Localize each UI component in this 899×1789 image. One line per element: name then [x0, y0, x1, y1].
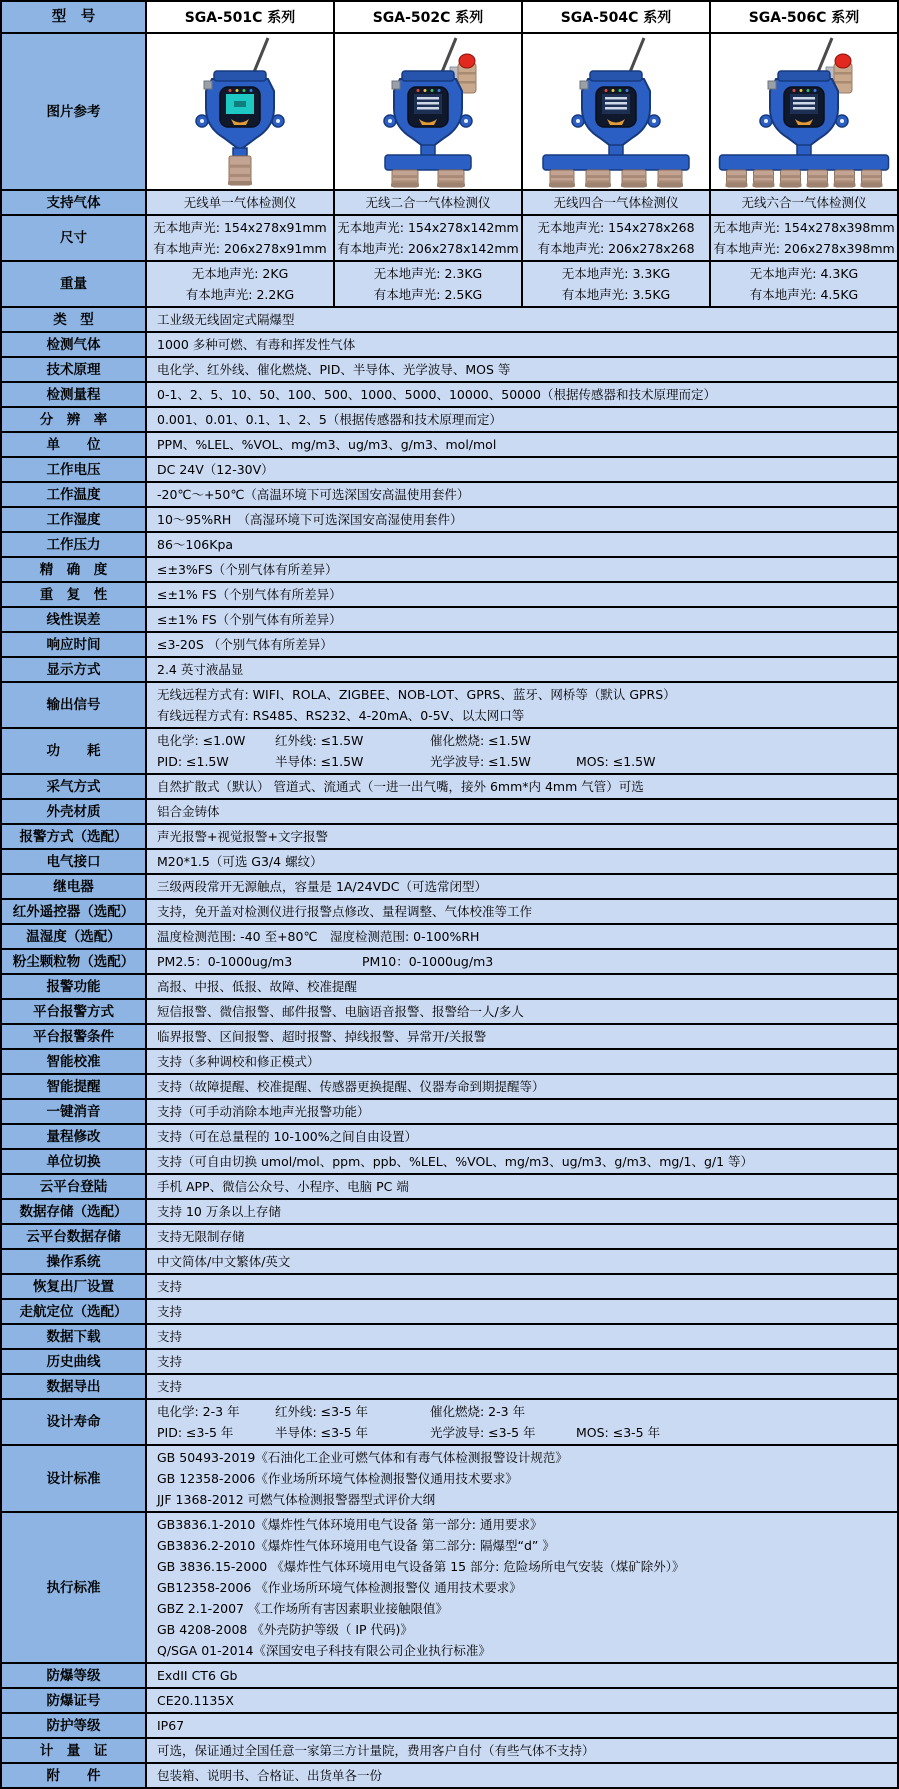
spec-value-cell: [147, 1714, 897, 1737]
row-label-image: 图片参考: [2, 34, 147, 189]
spec-value-cell: [147, 1664, 897, 1687]
spec-value-segment: 红外线: ≤3-5 年: [275, 1404, 369, 1419]
spec-value-line: 支持: [157, 1304, 183, 1319]
spec-value-line: 0.001、0.01、0.1、1、2、5（根据传感器和技术原理而定）: [157, 412, 502, 427]
spec-value-line: 无本地声光: 154x278x268: [537, 220, 695, 235]
spec-value-line: 10～95%RH （高湿环境下可选深国安高湿使用套件）: [157, 512, 463, 527]
spec-value-segment: 电化学: 2-3 年: [157, 1404, 240, 1419]
spec-value-segment: PM10：0-1000ug/m3: [362, 954, 494, 969]
spec-value-cell: [147, 950, 897, 973]
spec-value-line: [157, 751, 893, 772]
row-label: 平台报警方式: [2, 1000, 147, 1023]
row-label: 重 复 性: [2, 583, 147, 606]
model-header-2: SGA-504C 系列: [523, 2, 711, 32]
spec-row: [2, 1150, 897, 1175]
row-label: 计 量 证: [2, 1739, 147, 1762]
spec-value-cell: [147, 1764, 897, 1787]
spec-value-cell: [147, 1275, 897, 1298]
spec-value-cell: [711, 262, 897, 306]
spec-value-segment: 半导体: ≤3-5 年: [275, 1425, 369, 1440]
row-label: 数据导出: [2, 1375, 147, 1398]
row-label: 恢复出厂设置: [2, 1275, 147, 1298]
spec-row: [2, 533, 897, 558]
spec-value-line: 工业级无线固定式隔爆型: [157, 312, 295, 327]
spec-value-line: 有本地声光: 4.5KG: [749, 287, 859, 302]
spec-row: [2, 408, 897, 433]
spec-value-line: 无线远程方式有: WIFI、ROLA、ZIGBEE、NOB-LOT、GPRS、蓝牙、网桥等（默认 GPRS）: [157, 687, 676, 702]
spec-row: [2, 925, 897, 950]
spec-value-cell: [147, 1400, 897, 1444]
spec-value-cell: [147, 408, 897, 431]
spec-value-cell: [147, 658, 897, 681]
spec-value-segment: 催化燃烧: ≤1.5W: [430, 733, 531, 748]
row-label: 数据下载: [2, 1325, 147, 1348]
spec-row: [2, 383, 897, 408]
spec-value-segment: 光学波导: ≤3-5 年: [430, 1425, 536, 1440]
spec-value-line: ExdII CT6 Gb: [157, 1668, 238, 1683]
spec-value-line: CE20.1135X: [157, 1693, 234, 1708]
row-label: 精 确 度: [2, 558, 147, 581]
spec-value-cell: [147, 1225, 897, 1248]
spec-value-line: 温度检测范围: -40 至+80℃ 湿度检测范围: 0-100%RH: [157, 929, 480, 944]
row-label: 工作温度: [2, 483, 147, 506]
spec-row: [2, 1513, 897, 1664]
spec-row: [2, 433, 897, 458]
spec-value-line: ≤±1% FS（个别气体有所差异）: [157, 587, 342, 602]
row-label: 操作系统: [2, 1250, 147, 1273]
spec-value-cell: [147, 729, 897, 773]
row-label: 附 件: [2, 1764, 147, 1787]
spec-value-cell: [147, 800, 897, 823]
spec-row: [2, 1125, 897, 1150]
spec-value-line: 手机 APP、微信公众号、小程序、电脑 PC 端: [157, 1179, 409, 1194]
spec-value-cell: [147, 1446, 897, 1511]
spec-row: [2, 358, 897, 383]
spec-value-segment: 光学波导: ≤1.5W: [430, 754, 531, 769]
spec-value-segment: MOS: ≤3-5 年: [576, 1425, 661, 1440]
spec-value-cell: [147, 1350, 897, 1373]
spec-value-cell: [147, 608, 897, 631]
spec-value-cell: [711, 216, 897, 260]
spec-value-cell: [147, 1375, 897, 1398]
row-label: 云平台登陆: [2, 1175, 147, 1198]
spec-value-line: 1000 多种可燃、有毒和挥发性气体: [157, 337, 356, 352]
row-label: 设计标准: [2, 1446, 147, 1511]
spec-value-cell: [147, 358, 897, 381]
spec-value-line: ≤±3%FS（个别气体有所差异）: [157, 562, 338, 577]
spec-value-line: 支持: [157, 1379, 183, 1394]
row-label: 响应时间: [2, 633, 147, 656]
spec-value-cell: [147, 1175, 897, 1198]
spec-value-line: 有本地声光: 206x278x91mm: [153, 241, 327, 256]
spec-value-line: 有线远程方式有: RS485、RS232、4-20mA、0-5V、以太网口等: [157, 708, 525, 723]
spec-row: [2, 950, 897, 975]
spec-row: [2, 1446, 897, 1513]
spec-value-cell: [147, 900, 897, 923]
spec-row: [2, 775, 897, 800]
spec-value-cell: [147, 1125, 897, 1148]
product-image-sga-502c: [335, 34, 523, 189]
spec-row: [2, 483, 897, 508]
spec-value-segment: PID: ≤1.5W: [157, 754, 229, 769]
spec-value-line: GB 4208-2008 《外壳防护等级（ IP 代码)》: [157, 1622, 413, 1637]
row-label: 防爆等级: [2, 1664, 147, 1687]
model-header-0: SGA-501C 系列: [147, 2, 335, 32]
spec-row: [2, 729, 897, 775]
spec-value-line: [157, 1401, 893, 1422]
spec-value-cell: [335, 262, 523, 306]
spec-row: [2, 1714, 897, 1739]
image-reference-row: [2, 34, 897, 191]
spec-row: [2, 1325, 897, 1350]
spec-row: [2, 191, 897, 216]
spec-value-segment: 红外线: ≤1.5W: [275, 733, 364, 748]
spec-row: [2, 975, 897, 1000]
spec-value-cell: [335, 191, 523, 214]
spec-row: [2, 1250, 897, 1275]
row-label: 云平台数据存储: [2, 1225, 147, 1248]
spec-value-line: 中文简体/中文繁体/英文: [157, 1254, 291, 1269]
row-label: 工作压力: [2, 533, 147, 556]
spec-value-cell: [523, 216, 711, 260]
spec-value-line: 包装箱、说明书、合格证、出货单各一份: [157, 1768, 383, 1783]
spec-value-line: 无本地声光: 3.3KG: [561, 266, 671, 281]
spec-value-cell: [147, 633, 897, 656]
spec-value-cell: [147, 433, 897, 456]
spec-value-cell: [147, 458, 897, 481]
spec-value-cell: [147, 1000, 897, 1023]
spec-value-line: GB 3836.15-2000 《爆炸性气体环境用电气设备第 15 部分: 危险场所电气安装（煤矿除外）》: [157, 1559, 685, 1574]
spec-row: [2, 1275, 897, 1300]
spec-row: [2, 658, 897, 683]
spec-value-cell: [147, 483, 897, 506]
spec-value-line: GBZ 2.1-2007 《工作场所有害因素职业接触限值》: [157, 1601, 448, 1616]
spec-value-cell: [147, 383, 897, 406]
spec-value-line: 支持无限制存储: [157, 1229, 245, 1244]
spec-row: [2, 900, 897, 925]
spec-value-cell: [147, 191, 335, 214]
spec-row: [2, 800, 897, 825]
spec-value-cell: [147, 262, 335, 306]
row-label: 报警功能: [2, 975, 147, 998]
spec-value-line: 有本地声光: 206x278x142mm: [337, 241, 519, 256]
spec-row: [2, 1764, 897, 1787]
spec-value-line: 无本地声光: 154x278x142mm: [337, 220, 519, 235]
spec-value-line: 自然扩散式（默认） 管道式、流通式（一进一出气嘴，接外 6mm*内 4mm 气管）可选: [157, 779, 644, 794]
spec-value-cell: [147, 1150, 897, 1173]
row-label: 报警方式（选配）: [2, 825, 147, 848]
spec-row: [2, 583, 897, 608]
spec-value-cell: [147, 533, 897, 556]
row-label: 工作电压: [2, 458, 147, 481]
spec-value-line: 无本地声光: 2KG: [191, 266, 289, 281]
spec-value-line: -20℃～+50℃（高温环境下可选深国安高温使用套件）: [157, 487, 470, 502]
spec-value-line: 支持，免开盖对检测仪进行报警点修改、量程调整、气体校准等工作: [157, 904, 533, 919]
spec-value-line: 支持（可在总量程的 10-100%之间自由设置）: [157, 1129, 418, 1144]
spec-value-cell: [147, 825, 897, 848]
spec-value-line: 无本地声光: 2.3KG: [373, 266, 483, 281]
spec-row: [2, 1175, 897, 1200]
spec-row: [2, 875, 897, 900]
spec-value-line: JJF 1368-2012 可燃气体检测报警器型式评价大纲: [157, 1492, 436, 1507]
spec-value-line: 86～106Kpa: [157, 537, 234, 552]
spec-value-line: ≤3-20S （个别气体有所差异）: [157, 637, 333, 652]
spec-value-line: 支持（可手动消除本地声光报警功能）: [157, 1104, 370, 1119]
row-label: 单位切换: [2, 1150, 147, 1173]
spec-value-segment: MOS: ≤1.5W: [576, 754, 656, 769]
spec-value-line: 无线单一气体检测仪: [183, 195, 297, 210]
row-label: 工作湿度: [2, 508, 147, 531]
spec-value-cell: [147, 1025, 897, 1048]
spec-row: [2, 1050, 897, 1075]
spec-value-line: 有本地声光: 3.5KG: [561, 287, 671, 302]
spec-value-line: 无本地声光: 154x278x398mm: [713, 220, 895, 235]
spec-row: [2, 333, 897, 358]
spec-value-segment: 电化学: ≤1.0W: [157, 733, 246, 748]
row-label: 显示方式: [2, 658, 147, 681]
spec-value-line: 支持（故障提醒、校准提醒、传感器更换提醒、仪器寿命到期提醒等）: [157, 1079, 545, 1094]
spec-value-line: GB3836.2-2010《爆炸性气体环境用电气设备 第二部分: 隔爆型“d” 》: [157, 1538, 555, 1553]
spec-value-cell: [335, 216, 523, 260]
model-header-3: SGA-506C 系列: [711, 2, 897, 32]
product-image-sga-506c: [711, 34, 897, 189]
spec-row: [2, 825, 897, 850]
spec-value-segment: 催化燃烧: 2-3 年: [430, 1404, 526, 1419]
row-label: 检测气体: [2, 333, 147, 356]
spec-value-line: 支持: [157, 1329, 183, 1344]
spec-row: [2, 1075, 897, 1100]
spec-value-line: 铝合金铸体: [157, 804, 220, 819]
spec-value-line: 有本地声光: 2.2KG: [185, 287, 295, 302]
row-label: 粉尘颗粒物（选配）: [2, 950, 147, 973]
spec-value-cell: [147, 583, 897, 606]
spec-value-cell: [147, 850, 897, 873]
spec-value-line: [157, 730, 893, 751]
spec-value-line: GB12358-2006 《作业场所环境气体检测报警仪 通用技术要求》: [157, 1580, 522, 1595]
row-label: 尺寸: [2, 216, 147, 260]
row-label: 一键消音: [2, 1100, 147, 1123]
spec-value-segment: PM2.5：0-1000ug/m3: [157, 954, 293, 969]
row-label: 检测量程: [2, 383, 147, 406]
spec-value-segment: 半导体: ≤1.5W: [275, 754, 364, 769]
spec-row: [2, 850, 897, 875]
spec-value-line: 支持: [157, 1279, 183, 1294]
spec-value-line: 支持: [157, 1354, 183, 1369]
spec-value-line: 2.4 英寸液晶显: [157, 662, 244, 677]
product-image-sga-501c: [147, 34, 335, 189]
spec-value-line: 无本地声光: 154x278x91mm: [153, 220, 327, 235]
spec-row: [2, 1664, 897, 1689]
spec-value-cell: [147, 683, 897, 727]
row-label: 类 型: [2, 308, 147, 331]
spec-value-line: 无线六合一气体检测仪: [741, 195, 867, 210]
spec-value-cell: [711, 191, 897, 214]
spec-row: [2, 1739, 897, 1764]
row-label: 单 位: [2, 433, 147, 456]
spec-value-line: 声光报警+视觉报警+文字报警: [157, 829, 328, 844]
spec-value-line: GB 50493-2019《石油化工企业可燃气体和有毒气体检测报警设计规范》: [157, 1450, 568, 1465]
row-label: 走航定位（选配）: [2, 1300, 147, 1323]
spec-value-line: 电化学、红外线、催化燃烧、PID、半导体、光学波导、MOS 等: [157, 362, 511, 377]
spec-value-cell: [147, 333, 897, 356]
spec-value-cell: [147, 1739, 897, 1762]
row-label: 线性误差: [2, 608, 147, 631]
spec-value-line: IP67: [157, 1718, 185, 1733]
spec-value-line: PPM、%LEL、%VOL、mg/m3、ug/m3、g/m3、mol/mol: [157, 437, 497, 452]
spec-value-cell: [147, 1689, 897, 1712]
spec-row: [2, 1400, 897, 1446]
spec-value-segment: PID: ≤3-5 年: [157, 1425, 234, 1440]
spec-value-cell: [147, 1300, 897, 1323]
spec-value-line: GB3836.1-2010《爆炸性气体环境用电气设备 第一部分: 通用要求》: [157, 1517, 543, 1532]
row-label: 外壳材质: [2, 800, 147, 823]
spec-value-line: DC 24V（12-30V）: [157, 462, 274, 477]
row-label: 执行标准: [2, 1513, 147, 1662]
spec-row: [2, 1375, 897, 1400]
spec-row: [2, 683, 897, 729]
spec-value-cell: [147, 558, 897, 581]
spec-value-cell: [147, 1200, 897, 1223]
row-label: 智能提醒: [2, 1075, 147, 1098]
row-label: 分 辨 率: [2, 408, 147, 431]
row-label: 技术原理: [2, 358, 147, 381]
spec-value-cell: [523, 262, 711, 306]
row-label: 采气方式: [2, 775, 147, 798]
row-label: 量程修改: [2, 1125, 147, 1148]
spec-row: [2, 633, 897, 658]
spec-row: [2, 508, 897, 533]
spec-value-cell: [147, 308, 897, 331]
spec-value-line: 无线四合一气体检测仪: [553, 195, 679, 210]
spec-value-line: 有本地声光: 206x278x268: [537, 241, 695, 256]
spec-value-line: 0-1、2、5、10、50、100、500、1000、5000、10000、50000（根据传感器和技术原理而定）: [157, 387, 717, 402]
spec-value-cell: [147, 1325, 897, 1348]
spec-row: [2, 558, 897, 583]
spec-row: [2, 1300, 897, 1325]
spec-value-cell: [147, 925, 897, 948]
spec-row: [2, 1000, 897, 1025]
spec-row: [2, 1100, 897, 1125]
spec-value-line: [157, 1422, 893, 1443]
spec-value-cell: [147, 1250, 897, 1273]
row-label: 功 耗: [2, 729, 147, 773]
spec-value-cell: [147, 1050, 897, 1073]
row-label-model: 型 号: [2, 2, 147, 32]
spec-value-cell: [147, 1075, 897, 1098]
spec-value-cell: [147, 875, 897, 898]
row-label: 电气接口: [2, 850, 147, 873]
spec-value-line: 三级两段常开无源触点，容量是 1A/24VDC（可选常闭型）: [157, 879, 487, 894]
spec-value-line: [157, 951, 893, 972]
spec-value-cell: [147, 508, 897, 531]
row-label: 平台报警条件: [2, 1025, 147, 1048]
spec-value-line: 有本地声光: 2.5KG: [373, 287, 483, 302]
spec-value-cell: [147, 1513, 897, 1662]
spec-value-line: 有本地声光: 206x278x398mm: [713, 241, 895, 256]
spec-value-line: 支持（多种调校和修正模式）: [157, 1054, 320, 1069]
spec-row: [2, 608, 897, 633]
spec-value-line: M20*1.5（可选 G3/4 螺纹）: [157, 854, 323, 869]
row-label: 红外遥控器（选配）: [2, 900, 147, 923]
spec-value-line: 高报、中报、低报、故障、校准提醒: [157, 979, 358, 994]
spec-row: [2, 308, 897, 333]
model-header-row: [2, 2, 897, 34]
row-label: 支持气体: [2, 191, 147, 214]
spec-value-line: Q/SGA 01-2014《深国安电子科技有限公司企业执行标准》: [157, 1643, 491, 1658]
spec-value-line: ≤±1% FS（个别气体有所差异）: [157, 612, 342, 627]
row-label: 设计寿命: [2, 1400, 147, 1444]
spec-value-line: 支持（可自由切换 umol/mol、ppm、ppb、%LEL、%VOL、mg/m3、ug/m3、g/m3、mg/1、g/1 等）: [157, 1154, 754, 1169]
row-label: 温湿度（选配）: [2, 925, 147, 948]
spec-value-cell: [523, 191, 711, 214]
spec-value-line: 临界报警、区间报警、超时报警、掉线报警、异常开/关报警: [157, 1029, 487, 1044]
product-image-sga-504c: [523, 34, 711, 189]
row-label: 输出信号: [2, 683, 147, 727]
spec-row: [2, 262, 897, 308]
spec-value-cell: [147, 216, 335, 260]
spec-row: [2, 458, 897, 483]
spec-value-line: 可选，保证通过全国任意一家第三方计量院，费用客户自付（有些气体不支持）: [157, 1743, 595, 1758]
spec-row: [2, 1225, 897, 1250]
spec-row: [2, 1025, 897, 1050]
row-label: 智能校准: [2, 1050, 147, 1073]
spec-value-line: GB 12358-2006《作业场所环境气体检测报警仪通用技术要求》: [157, 1471, 518, 1486]
spec-row: [2, 1350, 897, 1375]
row-label: 重量: [2, 262, 147, 306]
spec-value-cell: [147, 975, 897, 998]
row-label: 继电器: [2, 875, 147, 898]
spec-value-line: 无本地声光: 4.3KG: [749, 266, 859, 281]
row-label: 防护等级: [2, 1714, 147, 1737]
spec-value-line: 短信报警、微信报警、邮件报警、电脑语音报警、报警给一人/多人: [157, 1004, 524, 1019]
spec-value-cell: [147, 1100, 897, 1123]
model-header-1: SGA-502C 系列: [335, 2, 523, 32]
spec-row: [2, 1200, 897, 1225]
row-label: 历史曲线: [2, 1350, 147, 1373]
row-label: 防爆证号: [2, 1689, 147, 1712]
spec-value-line: 支持 10 万条以上存储: [157, 1204, 281, 1219]
row-label: 数据存储（选配）: [2, 1200, 147, 1223]
spec-row: [2, 216, 897, 262]
spec-value-cell: [147, 775, 897, 798]
spec-value-line: 无线二合一气体检测仪: [365, 195, 491, 210]
spec-row: [2, 1689, 897, 1714]
